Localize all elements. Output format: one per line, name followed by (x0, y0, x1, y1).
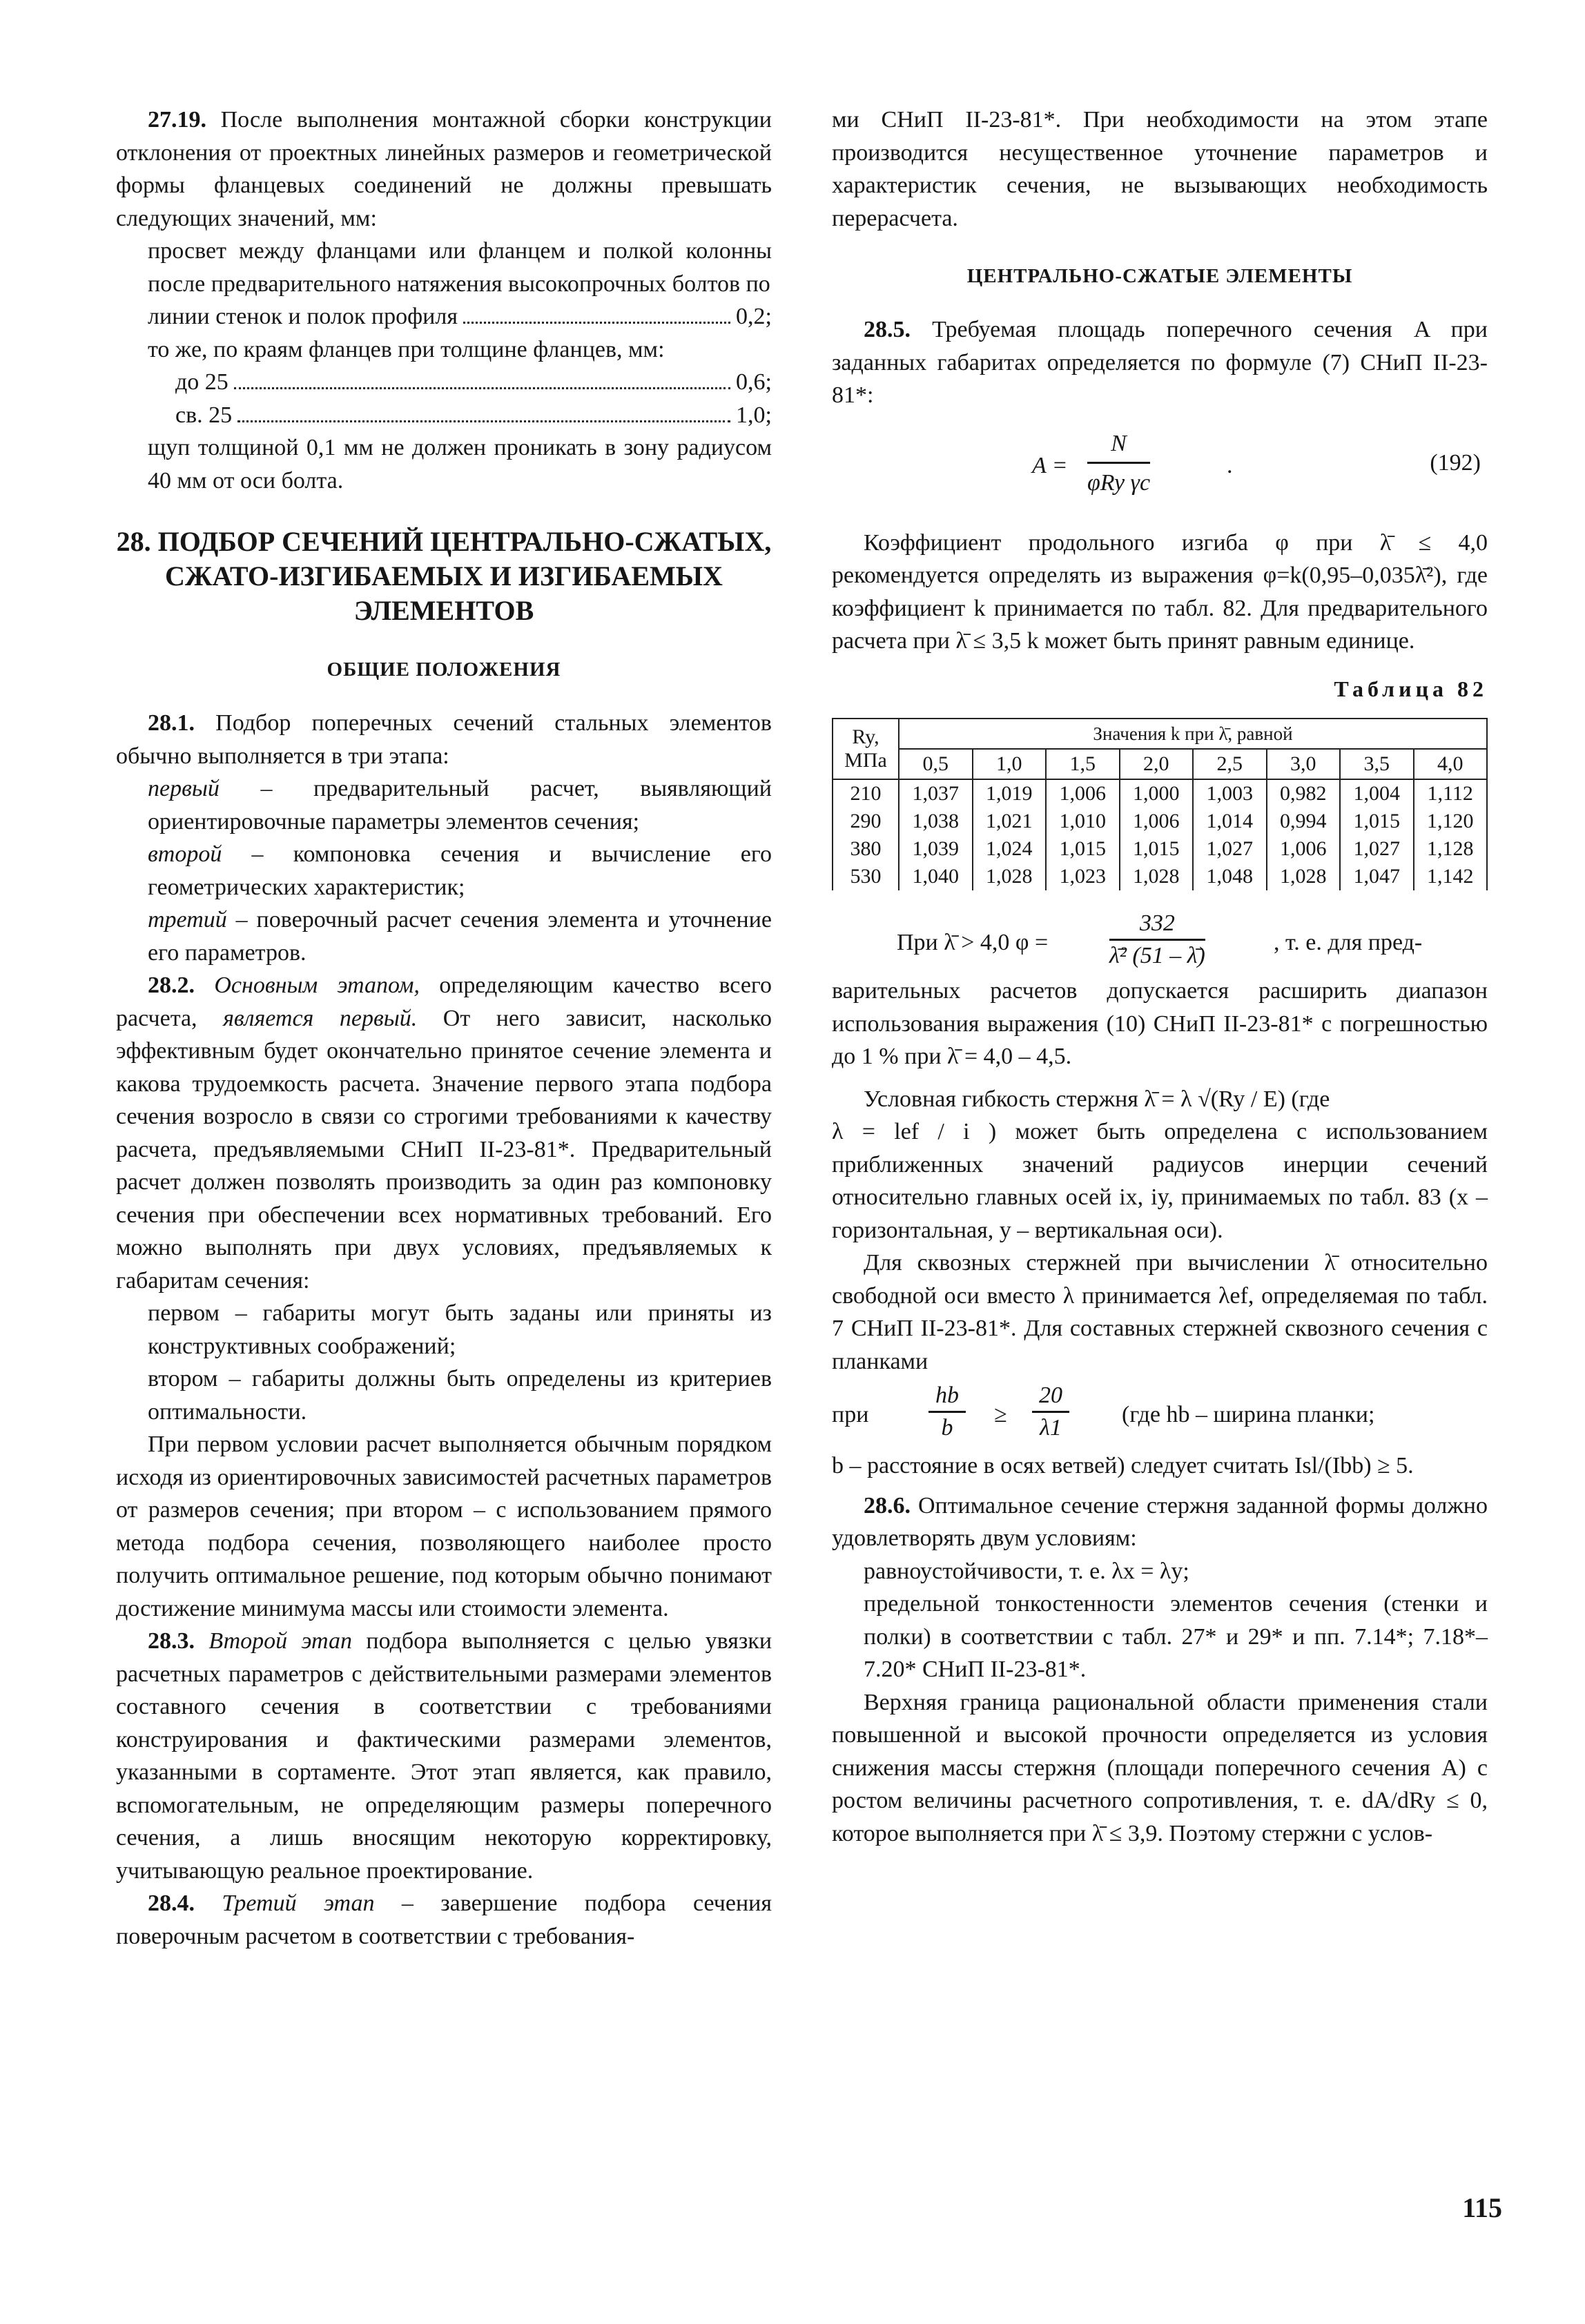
formula-end: . (1227, 452, 1233, 478)
table-cell: 1,023 (1046, 863, 1120, 890)
table-cell: 1,006 (1120, 808, 1194, 835)
formula-192 (832, 419, 1488, 516)
left-column (116, 104, 772, 1953)
condition-1: первом – габариты могут быть заданы или приняты из конструктивных соображений; (148, 1300, 772, 1359)
plank-condition (832, 1378, 1488, 1449)
table-cell: 1,004 (1340, 779, 1414, 808)
stage-1 (116, 772, 772, 838)
stage-text: – поверочный расчет сечения элемента и уточнение его параметров. (148, 907, 772, 966)
table-corner-header: Ry, МПа (833, 719, 899, 779)
table-cell: 0,994 (1267, 808, 1341, 835)
formula-denominator: φRy γc (1087, 469, 1151, 496)
clause-number: 28.2. (148, 973, 195, 998)
table-cell: 1,039 (899, 835, 973, 863)
phi-denominator: λ̄² (51 – λ̄) (1109, 943, 1205, 968)
subheading-central: ЦЕНТРАЛЬНО-СЖАТЫЕ ЭЛЕМЕНТЫ (966, 265, 1353, 287)
condition-a: равноустойчивости, т. е. λx = λy; (864, 1558, 1189, 1584)
phi-numerator: 332 (1109, 908, 1205, 941)
clause-emphasis: является первый. (223, 1005, 418, 1031)
table-cell: 1,010 (1046, 808, 1120, 835)
over-value: 1,0; (736, 402, 772, 428)
plank-post: (где hb – ширина планки; (1122, 1402, 1375, 1427)
table-column-headers (833, 749, 1487, 779)
table-cell: 1,024 (973, 835, 1047, 863)
plank-den-2: λ1 (1040, 1415, 1062, 1441)
condition-2: втором – габариты должны быть определены из критериев оптимальности. (148, 1366, 772, 1425)
clause-number: 28.6. (864, 1492, 911, 1519)
table-column-header: 2,5 (1193, 749, 1267, 779)
clause-lead: Третий этап (222, 1891, 375, 1916)
table-group-header: Значения k при λ̄, равной (899, 719, 1487, 749)
table-row (833, 808, 1487, 835)
table-cell: 1,028 (1120, 863, 1194, 890)
table-column-header: 4,0 (1414, 749, 1488, 779)
clause-text: Подбор поперечных сечений стальных элементов обычно выполняется в три этапа: (116, 710, 772, 769)
clause-number: 28.1. (148, 710, 195, 736)
stage-3 (116, 904, 772, 969)
paragraph-28-3 (116, 1625, 772, 1887)
table-cell: 1,120 (1414, 808, 1488, 835)
subheading-general: ОБЩИЕ ПОЛОЖЕНИЯ (327, 658, 561, 681)
stage-text: – компоновка сечения и вычисление его геометрических характеристик; (148, 841, 772, 900)
plank-continued: b – расстояние в осях ветвей) следует считать Isl/(Ibb) ≥ 5. (832, 1453, 1414, 1478)
table-column-header: 0,5 (899, 749, 973, 779)
clause-mid: определяющим качество всего расчета, (116, 973, 772, 1031)
table-column-header: 1,5 (1046, 749, 1120, 779)
plank-num-1: hb (928, 1380, 966, 1413)
table-row (833, 863, 1487, 890)
clause-text: Требуемая площадь поперечного сечения A при заданных габаритах определяется по формуле (7) СНиП II-23-81*: (832, 317, 1488, 408)
table-row (833, 779, 1487, 808)
flexibility-lambda-line (832, 1115, 1488, 1247)
plank-den-1: b (941, 1415, 953, 1441)
phi-continued: варительных расчетов допускается расширить диапазон использования выражения (10) СНиП II-23-81* с погрешностью до 1 % при λ̄ = 4,0 – 4,5. (832, 978, 1488, 1069)
table-cell: 1,014 (1193, 808, 1267, 835)
condition-b: предельной тонкостенности элементов сечения (стенки и полки) в соответствии с табл. 27* и 29* и пп. 7.14*; 7.18*–7.20* СНиП II-23-81*. (864, 1591, 1488, 1682)
table-caption: Таблица 82 (1334, 676, 1488, 701)
table-cell: 1,021 (973, 808, 1047, 835)
table-row-ry: 290 (833, 808, 899, 835)
table-cell: 1,006 (1046, 779, 1120, 808)
upto-line (116, 366, 772, 399)
table-cell: 1,048 (1193, 863, 1267, 890)
paragraph-28-1 (116, 707, 772, 772)
table-body (833, 779, 1487, 890)
table-row-ry: 210 (833, 779, 899, 808)
flexibility-formula: Условная гибкость стержня λ̄ = λ √(Ry / E) (где (864, 1086, 1330, 1112)
phi-equation (832, 908, 1488, 975)
phi-pre: При λ̄ > 4,0 φ = (897, 930, 1049, 955)
right-column (832, 104, 1488, 1850)
stage-term: первый (148, 776, 220, 801)
table-cell: 1,019 (973, 779, 1047, 808)
table-cell: 1,015 (1120, 835, 1194, 863)
paragraph-28-2 (116, 969, 772, 1297)
clause-lead: Второй этап (208, 1628, 353, 1654)
table-row (833, 835, 1487, 863)
clause-text: После выполнения монтажной сборки конструкции отклонения от проектных линейных размеров и геометрической формы фланцевых соединений не должны превышать следующих значений, мм: (116, 107, 772, 231)
paragraph-28-6 (832, 1490, 1488, 1555)
table-cell: 1,142 (1414, 863, 1488, 890)
gap-value: 0,2; (736, 304, 772, 329)
plank-fraction-1 (928, 1380, 966, 1443)
flexibility-text: может быть определена с использованием приближенных значений радиусов инерции сечений относительно главных осей ix, iy, принимаемых по табл. 83 (x – горизонтальная, y – вертикальная оси). (832, 1119, 1488, 1243)
table-cell: 1,000 (1120, 779, 1194, 808)
table-cell: 1,112 (1414, 779, 1488, 808)
plank-pre: при (832, 1402, 869, 1427)
plank-num-2: 20 (1032, 1380, 1069, 1413)
table-cell: 1,027 (1193, 835, 1267, 863)
gap-text: просвет между фланцами или фланцем и полкой колонны после предварительного натяжения высокопрочных болтов по (148, 238, 772, 297)
phi-post: , т. е. для пред- (1274, 930, 1423, 955)
clause-text: Оптимальное сечение стержня заданной формы должно удовлетворять двум условиям: (832, 1492, 1488, 1551)
clause-lead: Основным этапом, (214, 973, 420, 998)
table-cell: 1,037 (899, 779, 973, 808)
over-line (116, 399, 772, 432)
plank-relation: ≥ (994, 1402, 1007, 1427)
clause-number: 28.4. (148, 1891, 195, 1916)
table-cell: 1,047 (1340, 863, 1414, 890)
section-heading-28: 28. ПОДБОР СЕЧЕНИЙ ЦЕНТРАЛЬНО-СЖАТЫХ, СЖАТО-ИЗГИБАЕМЫХ И ИЗГИБАЕМЫХ ЭЛЕМЕНТОВ (116, 526, 772, 626)
coefficient-text: Коэффициент продольного изгиба φ при λ̄ ≤ 4,0 рекомендуется определять из выражения φ=k(0,95–0,035λ̄²), где коэффициент k принимается по табл. 82. Для предварительного расчета при λ̄ ≤ 3,5 k может быть принят равным единице. (832, 529, 1488, 654)
stage-text: – предварительный расчет, выявляющий ориентировочные параметры элементов сечения; (148, 776, 772, 834)
over-label: св. 25 (175, 402, 233, 428)
lambda-definition: λ = lef / i ) (832, 1119, 997, 1144)
lattice-text: Для сквозных стержней при вычислении λ̄ относительно свободной оси вместо λ принимается λef, определяемая по табл. 7 СНиП II-23-81*. Для составных стержней сквозного сечения с планками (832, 1250, 1488, 1374)
clause-text: От него зависит, насколько эффективным будет окончательно принятое сечение элемента и какова трудоемкость расчета. Значение первого этапа подбора сечения возросло в связи со строгими требованиями к качеству расчета, предъявляемыми СНиП II-23-81*. Предварительный расчет должен позволять производить за один раз компоновку сечения при обеспечении всех нормативных требований. Его можно выполнять при двух условиях, предъявляемых к габаритам сечения: (116, 1005, 772, 1293)
equation-number: (192) (1430, 449, 1481, 476)
clause-number: 27.19. (148, 107, 206, 133)
paragraph-28-5 (832, 313, 1488, 412)
page-number: 115 (1462, 2192, 1502, 2223)
gap-label: линии стенок и полок профиля (148, 304, 458, 329)
table-cell: 1,028 (973, 863, 1047, 890)
formula-lhs: A = (1032, 452, 1068, 478)
continued-text: ми СНиП II-23-81*. При необходимости на этом этапе производится несущественное уточнение параметров и характеристик сечения, не вызывающих необходимость перерасчета. (832, 107, 1488, 231)
table-cell: 1,128 (1414, 835, 1488, 863)
stage-2 (116, 838, 772, 904)
stage-term: второй (148, 841, 222, 867)
formula-numerator: N (1087, 426, 1150, 464)
table-82 (832, 718, 1488, 890)
upto-label: до 25 (175, 369, 228, 395)
table-column-header: 2,0 (1120, 749, 1194, 779)
table-cell: 1,015 (1340, 808, 1414, 835)
gap-line (116, 300, 772, 333)
clause-number: 28.5. (864, 317, 911, 342)
paragraph-first-condition: При первом условии расчет выполняется обычным порядком исходя из ориентировочных зависимостей расчетных параметров от размеров сечения; при втором – с использованием прямого метода подбора сечения, позволяющего наиболее просто получить оптимальное решение, под которым обычно понимают достижение минимума массы или стоимости элемента. (116, 1432, 772, 1621)
upto-value: 0,6; (736, 369, 772, 395)
phi-fraction (1109, 908, 1205, 971)
probe-text: щуп толщиной 0,1 мм не должен проникать в зону радиусом 40 мм от оси болта. (148, 435, 772, 494)
table-cell: 1,015 (1046, 835, 1120, 863)
clause-text: подбора выполняется с целью увязки расчетных параметров с действительными размерами элементов составного сечения в соответствии с требованиями конструирования и фактическими размерами элементов, указанными в сортаменте. Этот этап является, как правило, вспомогательным, не определяющим размеры поперечного сечения, а лишь вносящим некоторую корректировку, учитывающую реальное проектирование. (116, 1628, 772, 1884)
clause-number: 28.3. (148, 1628, 195, 1654)
edge-text: то же, по краям фланцев при толщине фланцев, мм: (148, 336, 665, 362)
paragraph-28-4 (116, 1887, 772, 1953)
clause-text: – завершение подбора сечения поверочным расчетом в соответствии с требования- (116, 1891, 772, 1949)
stage-term: третий (148, 907, 227, 932)
table-cell: 1,003 (1193, 779, 1267, 808)
formula-fraction (1087, 426, 1150, 502)
table-cell: 1,006 (1267, 835, 1341, 863)
table-column-header: 3,5 (1340, 749, 1414, 779)
table-row-ry: 530 (833, 863, 899, 890)
plank-fraction-2 (1032, 1380, 1069, 1443)
table-cell: 1,027 (1340, 835, 1414, 863)
table-column-header: 3,0 (1267, 749, 1341, 779)
table-cell: 1,028 (1267, 863, 1341, 890)
table-column-header: 1,0 (973, 749, 1047, 779)
table-cell: 1,038 (899, 808, 973, 835)
table-row-ry: 380 (833, 835, 899, 863)
upper-bound-text: Верхняя граница рациональной области применения стали повышенной и высокой прочности определяется из условия снижения массы стержня (площади поперечного сечения A) с ростом величины расчетного сопротивления, т. е. dA/dRy ≤ 0, которое выполняется при λ̄ ≤ 3,9. Поэтому стержни с услов- (832, 1689, 1488, 1846)
paragraph-27-19 (116, 104, 772, 235)
table-cell: 1,040 (899, 863, 973, 890)
table-cell: 0,982 (1267, 779, 1341, 808)
